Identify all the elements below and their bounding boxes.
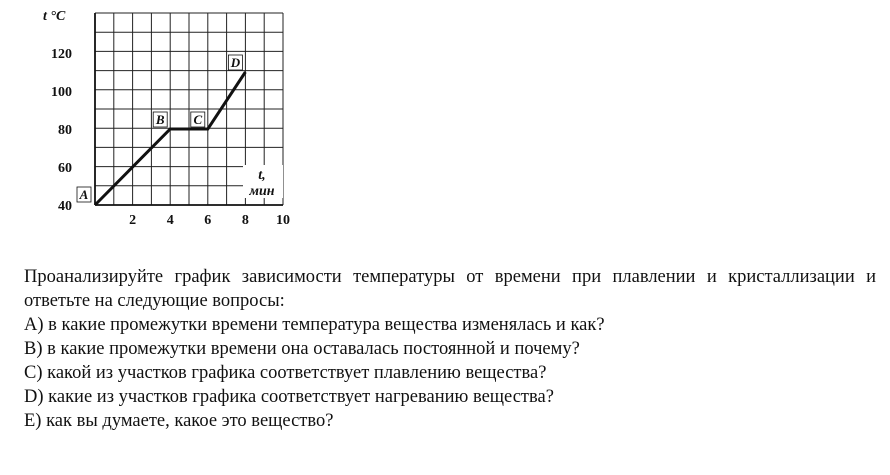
point-label-c: C <box>193 112 203 127</box>
y-tick-label: 80 <box>58 123 72 138</box>
x-axis-label: t, <box>258 168 266 183</box>
point-label-d: D <box>230 55 241 70</box>
question-a: A) в какие промежутки времени температура вещества изменялась и как? <box>24 315 605 335</box>
x-axis-unit: мин <box>249 184 275 199</box>
temperature-time-chart <box>0 0 300 240</box>
question-c: C) какой из участков графика соответствует плавлению вещества? <box>24 363 547 383</box>
task-text <box>24 265 876 433</box>
question-d: D) какие из участков графика соответствует нагреванию вещества? <box>24 387 554 407</box>
x-tick-label: 4 <box>166 213 174 228</box>
y-tick-label: 60 <box>58 161 72 176</box>
x-tick-label: 8 <box>241 213 249 228</box>
point-label-b: B <box>155 112 165 127</box>
task-intro: Проанализируйте график зависимости температуры от времени при плавлении и кристаллизации и ответьте на следующие вопросы: <box>24 267 876 311</box>
x-tick-label: 6 <box>204 213 212 228</box>
question-b: B) в какие промежутки времени она оставалась постоянной и почему? <box>24 339 580 359</box>
y-tick-label: 40 <box>58 199 72 214</box>
y-tick-label: 120 <box>51 47 72 62</box>
y-tick-label: 100 <box>51 85 72 100</box>
x-tick-label: 2 <box>129 213 137 228</box>
question-e: E) как вы думаете, какое это вещество? <box>24 411 334 431</box>
point-label-a: A <box>79 187 89 202</box>
y-axis-label: t °C <box>43 9 66 24</box>
x-tick-label: 10 <box>276 213 290 228</box>
